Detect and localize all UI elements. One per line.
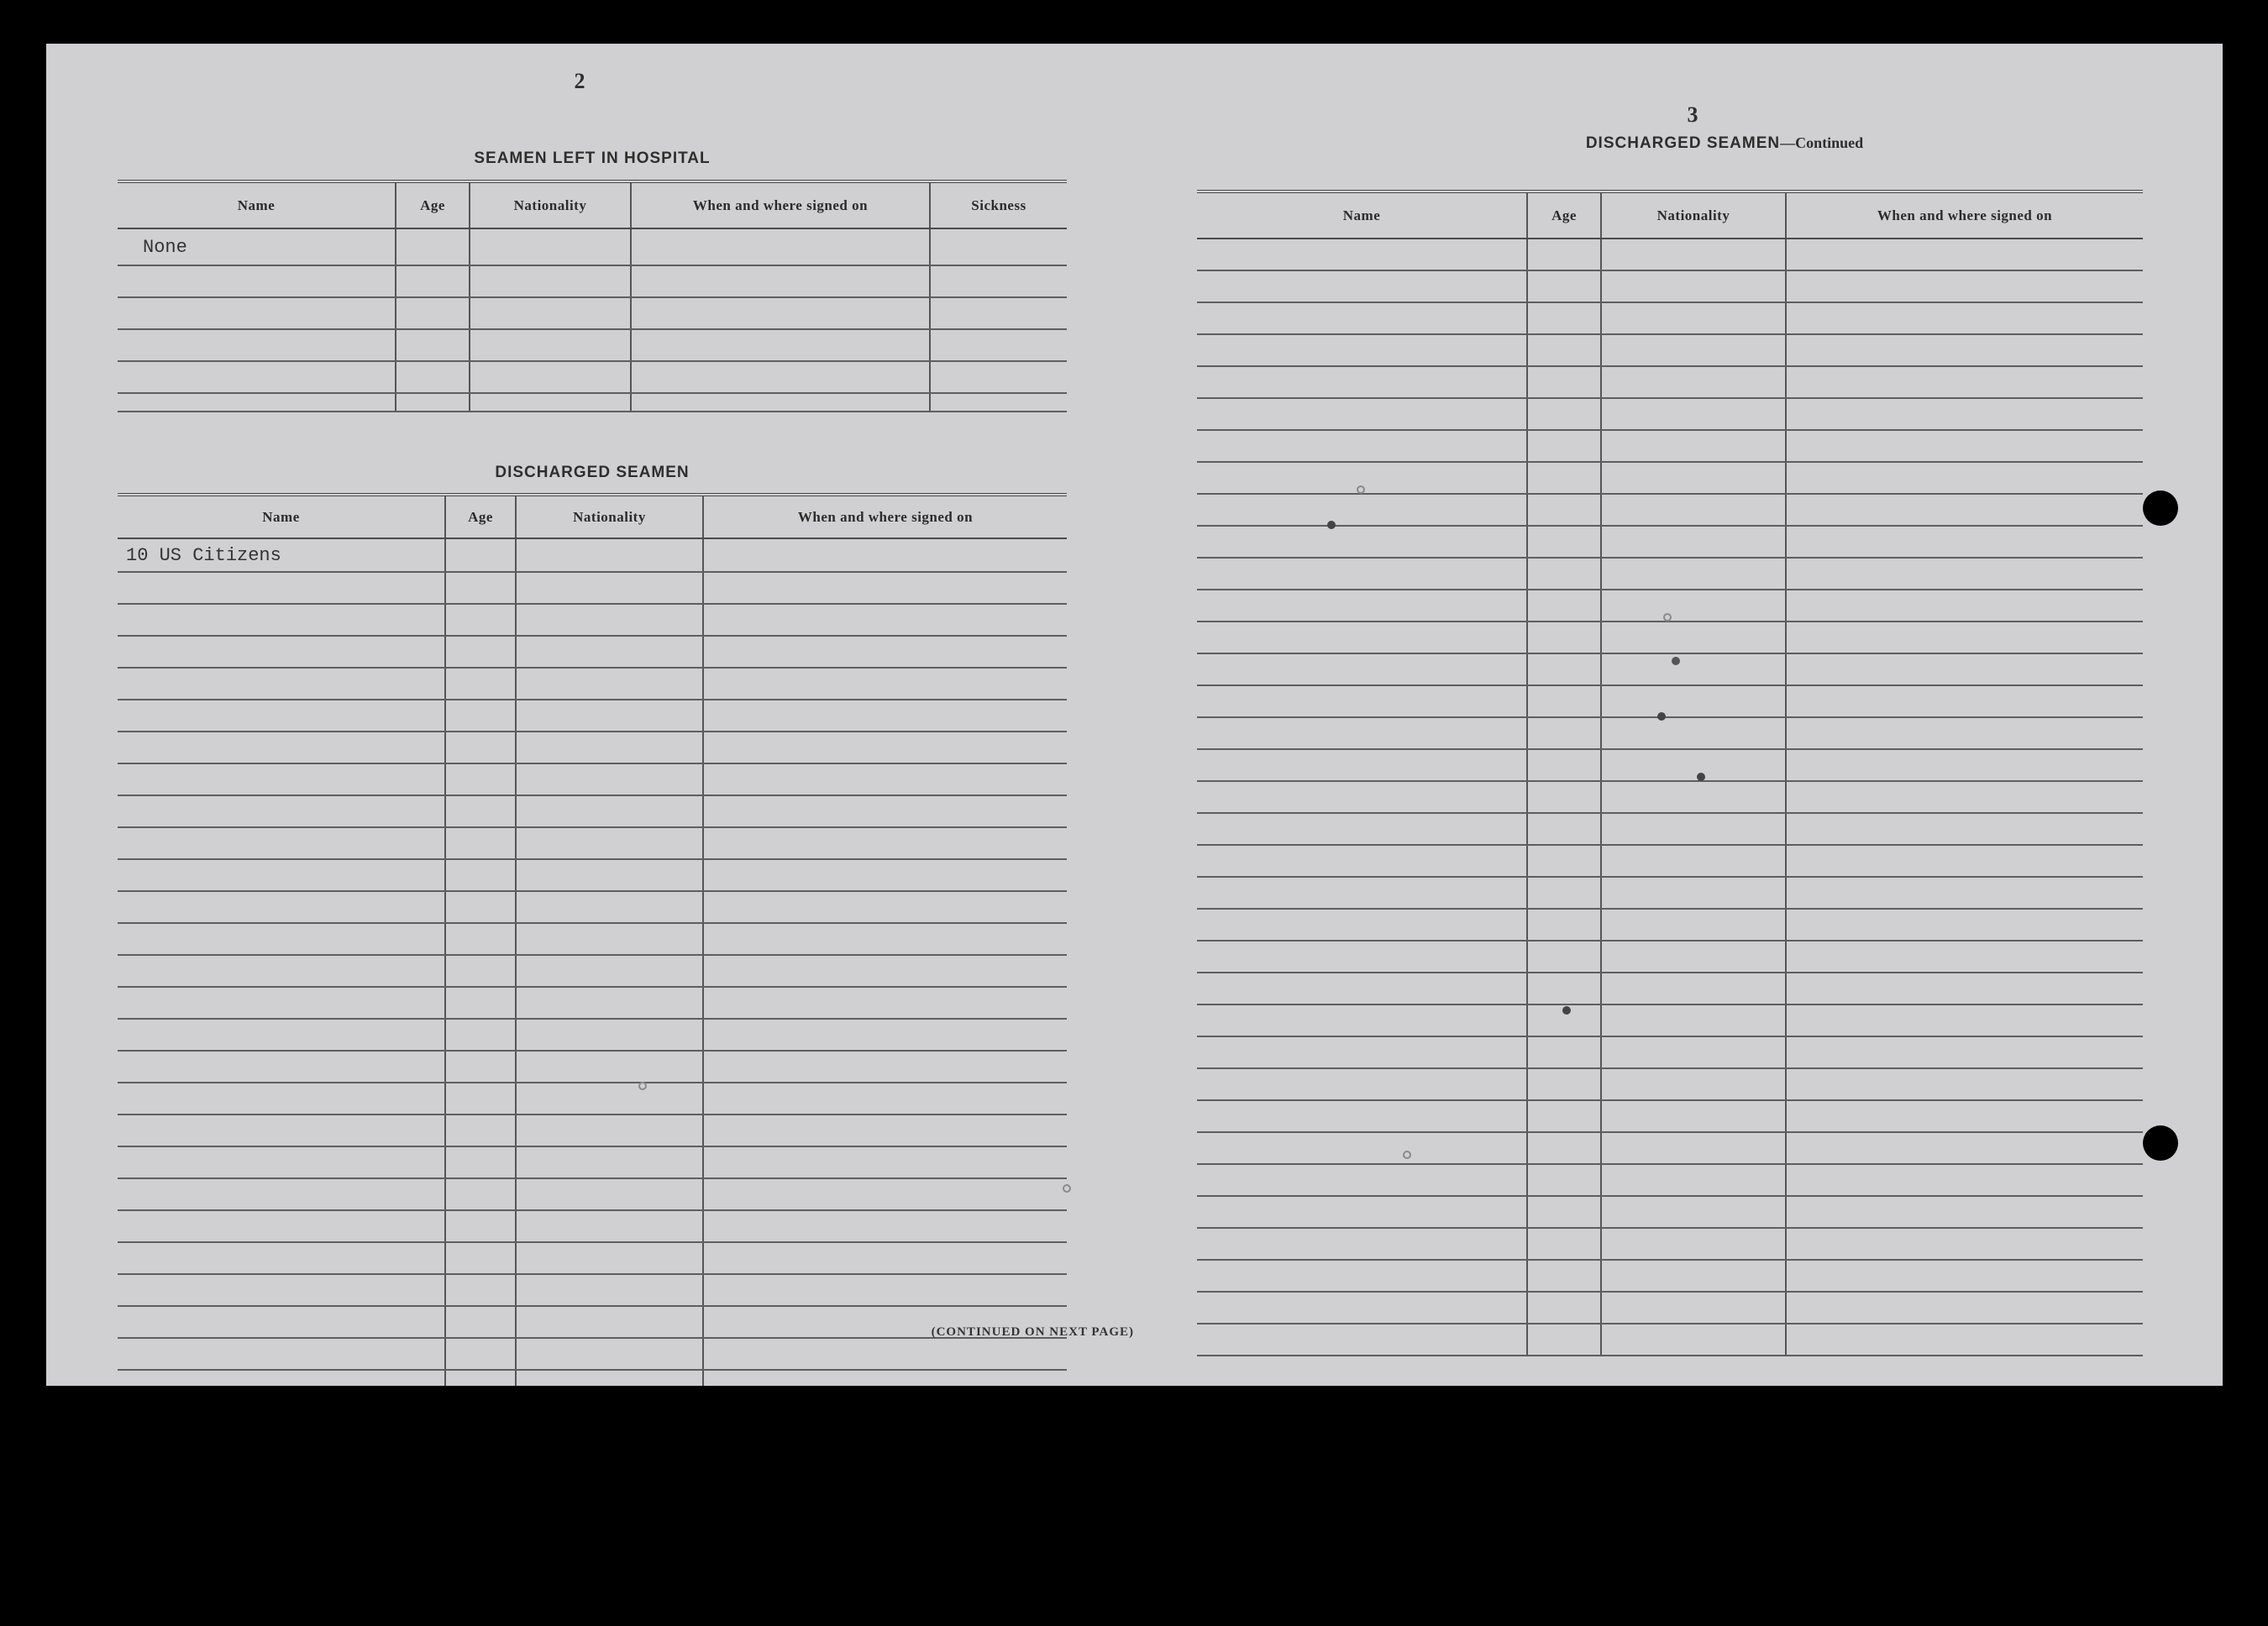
table-row [118, 1210, 1067, 1242]
discharged-section-title: DISCHARGED SEAMEN [495, 464, 690, 481]
table-row [1197, 877, 2143, 909]
discharged-continued-table [1197, 190, 2143, 1356]
table-row [1197, 270, 2143, 302]
table-row [1197, 622, 2143, 653]
table-row [118, 1051, 1067, 1083]
scan-speck [1357, 485, 1365, 494]
table-row [1197, 558, 2143, 590]
table-row [118, 1338, 1067, 1370]
table-row [1197, 526, 2143, 558]
document-sheet [46, 44, 2223, 1386]
table-row [1197, 1260, 2143, 1292]
table-row [1197, 430, 2143, 462]
column-header-signed-on: When and where signed on [703, 495, 1067, 538]
table-row [118, 1274, 1067, 1306]
column-header-age: Age [1527, 191, 1601, 239]
scan-speck [1063, 1184, 1071, 1193]
table-row [1197, 845, 2143, 877]
table-row [118, 1083, 1067, 1115]
column-header-name: Name [118, 181, 396, 228]
table-row [118, 1370, 1067, 1386]
table-row [118, 700, 1067, 732]
right-page [1197, 69, 2202, 1379]
table-row [1197, 653, 2143, 685]
table-row [118, 987, 1067, 1019]
sickness-cell [930, 228, 1067, 265]
table-row [1197, 302, 2143, 334]
column-header-age: Age [396, 181, 470, 228]
hospital-table [118, 180, 1067, 412]
page-number: 2 [574, 69, 585, 93]
table-row [1197, 749, 2143, 781]
table-row [118, 923, 1067, 955]
table-row [118, 636, 1067, 668]
column-header-name: Name [118, 495, 445, 538]
table-row [1197, 813, 2143, 845]
table-row [1197, 973, 2143, 1004]
table-row [118, 891, 1067, 923]
column-header-sickness: Sickness [930, 181, 1067, 228]
table-row [118, 795, 1067, 827]
name-cell: 10 US Citizens [118, 538, 445, 572]
column-header-name: Name [1197, 191, 1527, 239]
table-row [1197, 1004, 2143, 1036]
scan-speck [1657, 712, 1666, 721]
table-row [118, 538, 1067, 572]
table-row [118, 1178, 1067, 1210]
punch-hole [2143, 1125, 2178, 1161]
table-row [1197, 239, 2143, 270]
table-row [1197, 941, 2143, 973]
nationality-cell [470, 228, 631, 265]
table-row [1197, 1228, 2143, 1260]
table-row [118, 228, 1067, 265]
hospital-section-title: SEAMEN LEFT IN HOSPITAL [474, 149, 711, 167]
name-cell: None [118, 228, 396, 265]
scan-speck [638, 1082, 647, 1090]
table-row [118, 393, 1067, 412]
scan-speck [1562, 1006, 1571, 1015]
table-row [118, 668, 1067, 700]
table-row [118, 297, 1067, 329]
table-row [1197, 1068, 2143, 1100]
table-row [118, 1242, 1067, 1274]
table-row [1197, 1324, 2143, 1356]
page-number: 3 [1687, 102, 1698, 127]
scan-speck [1663, 613, 1672, 622]
table-row [1197, 1196, 2143, 1228]
scan-speck [1327, 521, 1336, 529]
nationality-cell [516, 538, 703, 572]
column-header-nationality: Nationality [1601, 191, 1786, 239]
section-title-text: DISCHARGED SEAMEN [1585, 134, 1781, 152]
table-row [1197, 1132, 2143, 1164]
table-row [118, 1146, 1067, 1178]
continued-section-title [1222, 134, 2223, 153]
punch-hole [2143, 490, 2178, 526]
table-row [1197, 685, 2143, 717]
section-title-suffix: —Continued [1780, 134, 1864, 151]
table-row [118, 572, 1067, 604]
table-row [1197, 398, 2143, 430]
scan-speck [1697, 773, 1705, 781]
column-header-nationality: Nationality [516, 495, 703, 538]
table-row [118, 763, 1067, 795]
table-row [118, 604, 1067, 636]
table-row [1197, 334, 2143, 366]
table-row [118, 859, 1067, 891]
column-header-signed-on: When and where signed on [631, 181, 930, 228]
column-header-signed-on: When and where signed on [1786, 191, 2143, 239]
signed-on-cell [631, 228, 930, 265]
table-row [118, 265, 1067, 297]
signed-on-cell [703, 538, 1067, 572]
column-header-age: Age [445, 495, 516, 538]
table-row [1197, 1100, 2143, 1132]
table-row [1197, 462, 2143, 494]
age-cell [396, 228, 470, 265]
scan-speck [1403, 1151, 1411, 1159]
table-row [1197, 1292, 2143, 1324]
table-row [118, 1115, 1067, 1146]
table-row [118, 1306, 1067, 1338]
column-header-nationality: Nationality [470, 181, 631, 228]
table-row [118, 361, 1067, 393]
table-row [1197, 1164, 2143, 1196]
table-row [118, 329, 1067, 361]
table-row [1197, 717, 2143, 749]
discharged-table [118, 493, 1067, 1386]
table-row [1197, 1036, 2143, 1068]
table-row [1197, 494, 2143, 526]
age-cell [445, 538, 516, 572]
table-row [118, 732, 1067, 763]
table-row [1197, 781, 2143, 813]
table-row [1197, 909, 2143, 941]
table-row [118, 827, 1067, 859]
scan-speck [1672, 657, 1680, 665]
left-page [118, 69, 1134, 1379]
continued-footer: (CONTINUED ON NEXT PAGE) [931, 1325, 1134, 1339]
table-row [118, 955, 1067, 987]
table-row [118, 1019, 1067, 1051]
table-row [1197, 366, 2143, 398]
